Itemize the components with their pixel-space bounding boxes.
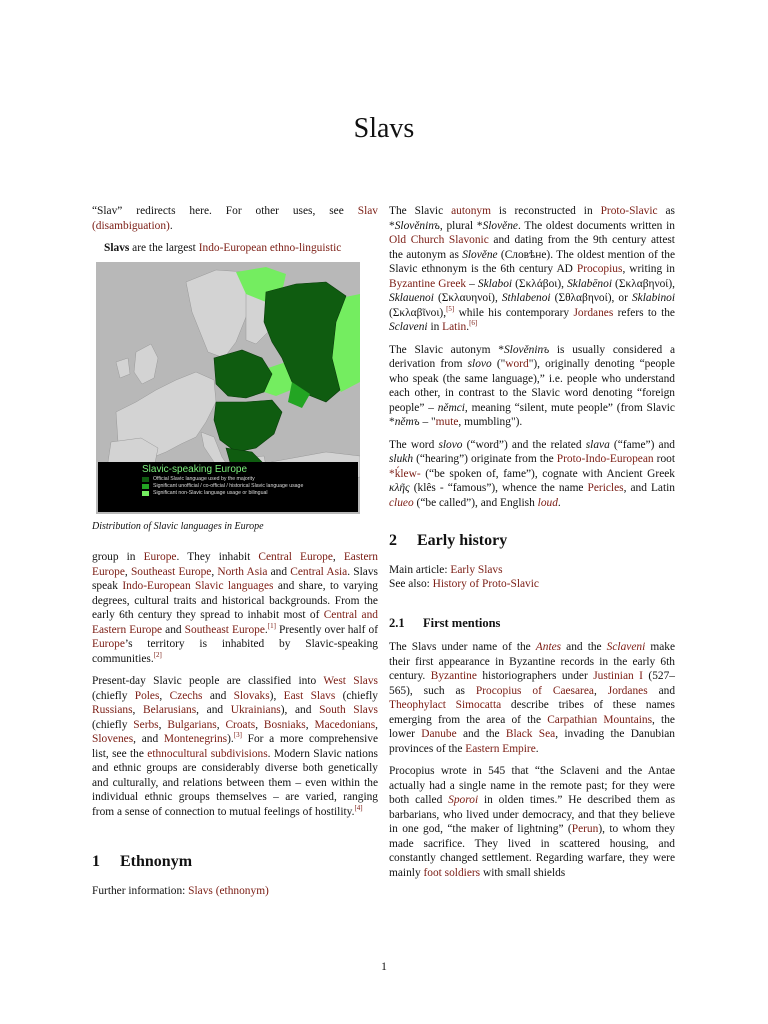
link[interactable]: Czechs [169,689,203,702]
citation-link[interactable]: [5] [446,304,455,313]
section-number: 2 [389,532,397,549]
link[interactable]: Byzantine [430,670,477,682]
further-information: Further information: Slavs (ethnonym) [92,884,269,897]
link[interactable]: Macedonians [314,718,376,731]
link[interactable]: Southeast Europe [184,623,265,636]
right-column [389,204,675,888]
link[interactable]: Europe [92,638,125,650]
paragraph-word-origin: The word slovo (“word”) and the related slava (“fame”) and slukh (“hearing”) originate from the Proto-Indo-European root *ḱlew- (“be spoken of, fame”), cognate with Ancient Greek κλῆς (klês - “famous”), whence the name Pericles, and Latin clueo (“be called”), and English loud. [389,438,675,509]
link[interactable]: clueo [389,496,414,509]
link[interactable]: Central Asia [290,565,348,578]
link[interactable]: Jordanes [573,306,614,319]
link[interactable]: word [505,358,529,370]
link[interactable]: Perun [571,823,599,835]
legend-title: Slavic-speaking Europe [142,463,248,475]
link[interactable]: Pericles [587,482,624,494]
section-title: Early history [417,532,508,549]
link[interactable]: Eastern Empire [465,742,536,755]
link-slavs-ethnonym[interactable]: Slavs (ethnonym) [188,884,269,897]
link[interactable]: East Slavs [283,689,336,702]
link[interactable]: mute [435,416,459,428]
link[interactable]: Slovenes [92,733,134,745]
legend-label: Significant non-Slavic language usage or bilingual [153,489,268,496]
link[interactable]: West Slavs [323,675,378,687]
link[interactable]: Procopius of Caesarea [475,684,594,697]
link[interactable]: autonym [451,205,491,217]
link[interactable]: Latin [442,321,467,333]
link[interactable]: Antes [535,641,562,653]
link-early-slavs[interactable]: Early Slavs [450,563,503,576]
slavic-europe-map [96,262,360,514]
paragraph-derivation: The Slavic autonym *Slověninъ is usually considered a derivation from slovo ("word"), originally denoting “people who speak (the same language),” i.e. people who understand each other, in contrast to the Slavic word denoting “foreign people” – němci, meaning “silent, mute people” (from Slavic *němъ – "mute, mumbling"). [389,343,676,428]
paragraph-classification: Present-day Slavic people are classified into West Slavs (chiefly Poles, Czechs and Slovaks), East Slavs (chiefly Russians, Belarusians, and Ukrainians), and South Slavs (chiefly Serbs, Bulgarians, Croats, Bosniaks, Macedonians, Slovenes, and Montenegrins).[3] For a more comprehensive list, see the ethnocultural subdivisions. Modern Slavic nations and ethnic groups are considerably diverse both genetically and culturally, and relations between them – even within the individual ethnic groups themselves – are varied, ranging from a sense of connection to mutual feelings of hostility.[4] [92,675,379,818]
text: . [169,219,173,232]
paragraph-first-mentions: The Slavs under name of the Antes and the Sclaveni make their first appearance in Byzantine records in the early 6th century. Byzantine historiographers under Justinian I (527–565), such as Procopius of Caesarea, Jordanes and Theophylact Simocatta describe tribes of these names emerging from the area of the Carpathian Mountains, the lower Danube and the Black Sea, invading the Danubian provinces of the Eastern Empire. [389,641,676,755]
legend-item [102,476,352,483]
legend-swatch-mid [142,484,149,489]
section-heading-early-history [389,534,675,549]
link[interactable]: Serbs [133,718,159,731]
link[interactable]: ethnocultural subdivisions [147,747,268,760]
link[interactable]: Jordanes [607,684,648,697]
intro-paragraph [92,241,378,256]
legend-swatch-dark [142,477,149,482]
link[interactable]: Byzantine Greek [389,277,467,290]
link-history-proto-slavic[interactable]: History of Proto-Slavic [432,578,539,590]
page-title: Slavs [353,113,415,144]
legend-item [102,483,352,490]
subsection-heading-first-mentions [389,616,675,631]
link[interactable]: foot soldiers [423,866,481,879]
link[interactable]: *ḱlew- [389,467,421,480]
link[interactable]: Southeast Europe [130,565,212,578]
main-article-note: Main article: Early Slavs [389,563,503,576]
link[interactable]: loud [537,496,558,509]
link[interactable]: Carpathian Mountains [547,713,653,726]
link[interactable]: Poles [134,689,160,702]
map-caption: Distribution of Slavic languages in Europe [92,520,264,532]
see-also-note: See also: History of Proto-Slavic [389,578,539,590]
link[interactable]: Bulgarians [167,718,217,731]
redirect-note [92,204,378,233]
subsection-number: 2.1 [389,615,405,630]
left-column [92,204,378,906]
paragraph-regions: group in Europe. They inhabit Central Europe, Eastern Europe, Southeast Europe, North Asia and Central Asia. Slavs speak Indo-European Slavic languages and share, to varying degrees, cultural traits and historical backgrounds. From the early 6th century they spread to inhabit most of Central and Eastern Europe and Southeast Europe.[1] Presently over half of Europe’s territory is inhabited by Slavic-speaking communities.[2] [92,551,378,665]
link[interactable]: Bosniaks [263,718,306,731]
link[interactable]: Danube [421,728,457,740]
link[interactable]: Russians [92,704,133,716]
link[interactable]: South Slavs [319,704,378,716]
text: are the largest [129,242,199,254]
link[interactable]: Procopius [576,263,623,275]
link[interactable]: Ukrainians [230,704,281,716]
subsection-title: First mentions [423,615,501,630]
link[interactable]: Slovaks [233,689,270,702]
page-number: 1 [381,961,387,973]
citation-link[interactable]: [4] [354,803,363,812]
link[interactable]: Montenegrins [163,733,228,745]
legend-label: Significant unofficial / co-official / historical Slavic language usage [153,482,304,489]
legend-label: Official Slavic language used by the majority [153,475,255,482]
link[interactable]: North Asia [217,565,268,578]
link[interactable]: Croats [225,718,256,731]
map-legend [102,464,352,497]
link[interactable]: Proto-Slavic [600,205,658,217]
section-title: Ethnonym [120,853,193,870]
citation-link[interactable]: [3] [233,731,242,740]
citation-link[interactable]: [1] [267,621,276,630]
link[interactable]: Old Church Slavonic [389,234,489,246]
section-heading-ethnonym [92,855,378,870]
link[interactable]: Eastern Europe [92,551,378,578]
link[interactable]: Sclaveni [606,641,646,653]
citation-link[interactable]: [2] [153,650,162,659]
citation-link[interactable]: [6] [469,319,478,328]
link[interactable]: Sporoi [448,794,479,806]
link[interactable]: Proto-Indo-European [556,453,654,465]
link-indo-european[interactable]: Indo-European ethno-linguistic [198,242,342,254]
bold-term: Slavs [104,242,130,254]
section-number: 1 [92,853,100,870]
link[interactable]: Belarusians [143,704,197,716]
link[interactable]: Black Sea [505,728,556,740]
link[interactable]: Central and Eastern Europe [92,609,378,636]
legend-item [102,490,352,497]
paragraph-autonym: The Slavic autonym is reconstructed in Proto-Slavic as *Slověninъ, plural *Slověne. The oldest documents written in Old Church Slavonic and dating from the 9th century attest the autonym as Slověne (Словѣне). The oldest mention of the Slavic ethnonym is the 6th century AD Procopius, writing in Byzantine Greek – Sklaboi (Σκλάβοι), Sklabēnoi (Σκλαβηνοί), Sklauenoi (Σκλαυηνοί), Sthlabenoi (Σθλαβηνοί), or Sklabinoi (Σκλαβῖνοι),[5] while his contemporary Jordanes refers to the Sclaveni in Latin.[6] [389,205,676,333]
legend-swatch-light [142,491,149,496]
link[interactable]: Theophylact Simocatta [389,699,502,711]
link[interactable]: Justinian I [593,670,643,682]
text: “Slav” redirects here. For other uses, see [92,205,358,217]
link[interactable]: Central Europe [258,551,333,563]
link[interactable]: Europe [143,551,177,563]
paragraph-procopius: Procopius wrote in 545 that “the Sclaveni and the Antae actually had a single name in the remote past; for they were both called Sporoi in olden times.” He described them as barbarians, who lived under democracy, and that they believe in one god, “the maker of lightning” (Perun), to whom they made sacrifice. They lived in scattered housing, and constantly changed settlement. Regarding warfare, they were mainly foot soldiers with small shields [389,765,676,879]
link[interactable]: Indo-European Slavic languages [122,580,274,592]
link-slav-disambiguation[interactable]: Slav (disambiguation) [92,205,378,232]
